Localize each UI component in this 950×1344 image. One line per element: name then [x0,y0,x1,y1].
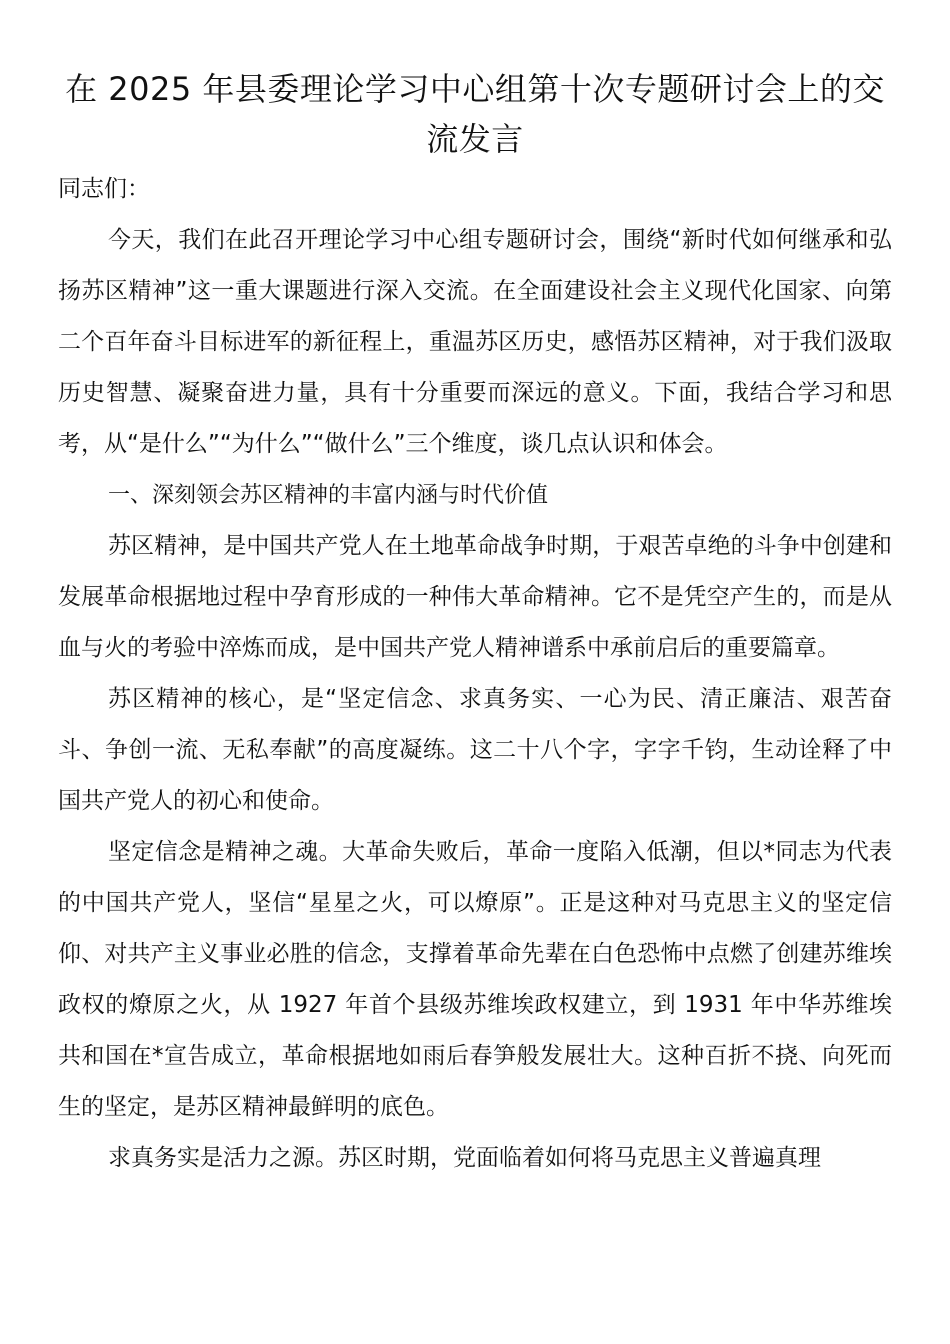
paragraph-faith: 坚定信念是精神之魂。大革命失败后，革命一度陷入低潮，但以*同志为代表的中国共产党人，坚信“星星之火，可以燎原”。正是这种对马克思主义的坚定信仰、对共产主义事业必胜的信念，支撑着革命先辈在白色恐怖中点燃了创建苏维埃政权的燎原之火，从 1927 年首个县级苏维埃政权建立，到 1931 年中华苏维埃共和国在*宣告成立，革命根据地如雨后春笋般发展壮大。这种百折不挠、向死而生的坚定，是苏区精神最鲜明的底色。 [58,839,892,1120]
section-heading: 一、深刻领会苏区精神的丰富内涵与时代价值 [108,483,549,508]
greeting: 同志们： [58,176,150,202]
paragraph-origin: 苏区精神，是中国共产党人在土地革命战争时期，于艰苦卓绝的斗争中创建和发展革命根据地过程中孕育形成的一种伟大革命精神。它不是凭空产生的，而是从血与火的考验中淬炼而成，是中国共产党人精神谱系中承前启后的重要篇章。 [58,533,892,661]
document-page [58,64,892,1184]
paragraph-intro: 今天，我们在此召开理论学习中心组专题研讨会，围绕“新时代如何继承和弘扬苏区精神”这一重大课题进行深入交流。在全面建设社会主义现代化国家、向第二个百年奋斗目标进军的新征程上，重温苏区历史，感悟苏区精神，对于我们汲取历史智慧、凝聚奋进力量，具有十分重要而深远的意义。下面，我结合学习和思考，从“是什么”“为什么”“做什么”三个维度，谈几点认识和体会。 [58,227,892,457]
paragraph-pragmatism: 求真务实是活力之源。苏区时期，党面临着如何将马克思主义普遍真理 [108,1145,821,1171]
document-title: 在 2025 年县委理论学习中心组第十次专题研讨会上的交流发言 [65,70,885,158]
paragraph-core: 苏区精神的核心，是“坚定信念、求真务实、一心为民、清正廉洁、艰苦奋斗、争创一流、无私奉献”的高度凝练。这二十八个字，字字千钧，生动诠释了中国共产党人的初心和使命。 [58,686,892,814]
